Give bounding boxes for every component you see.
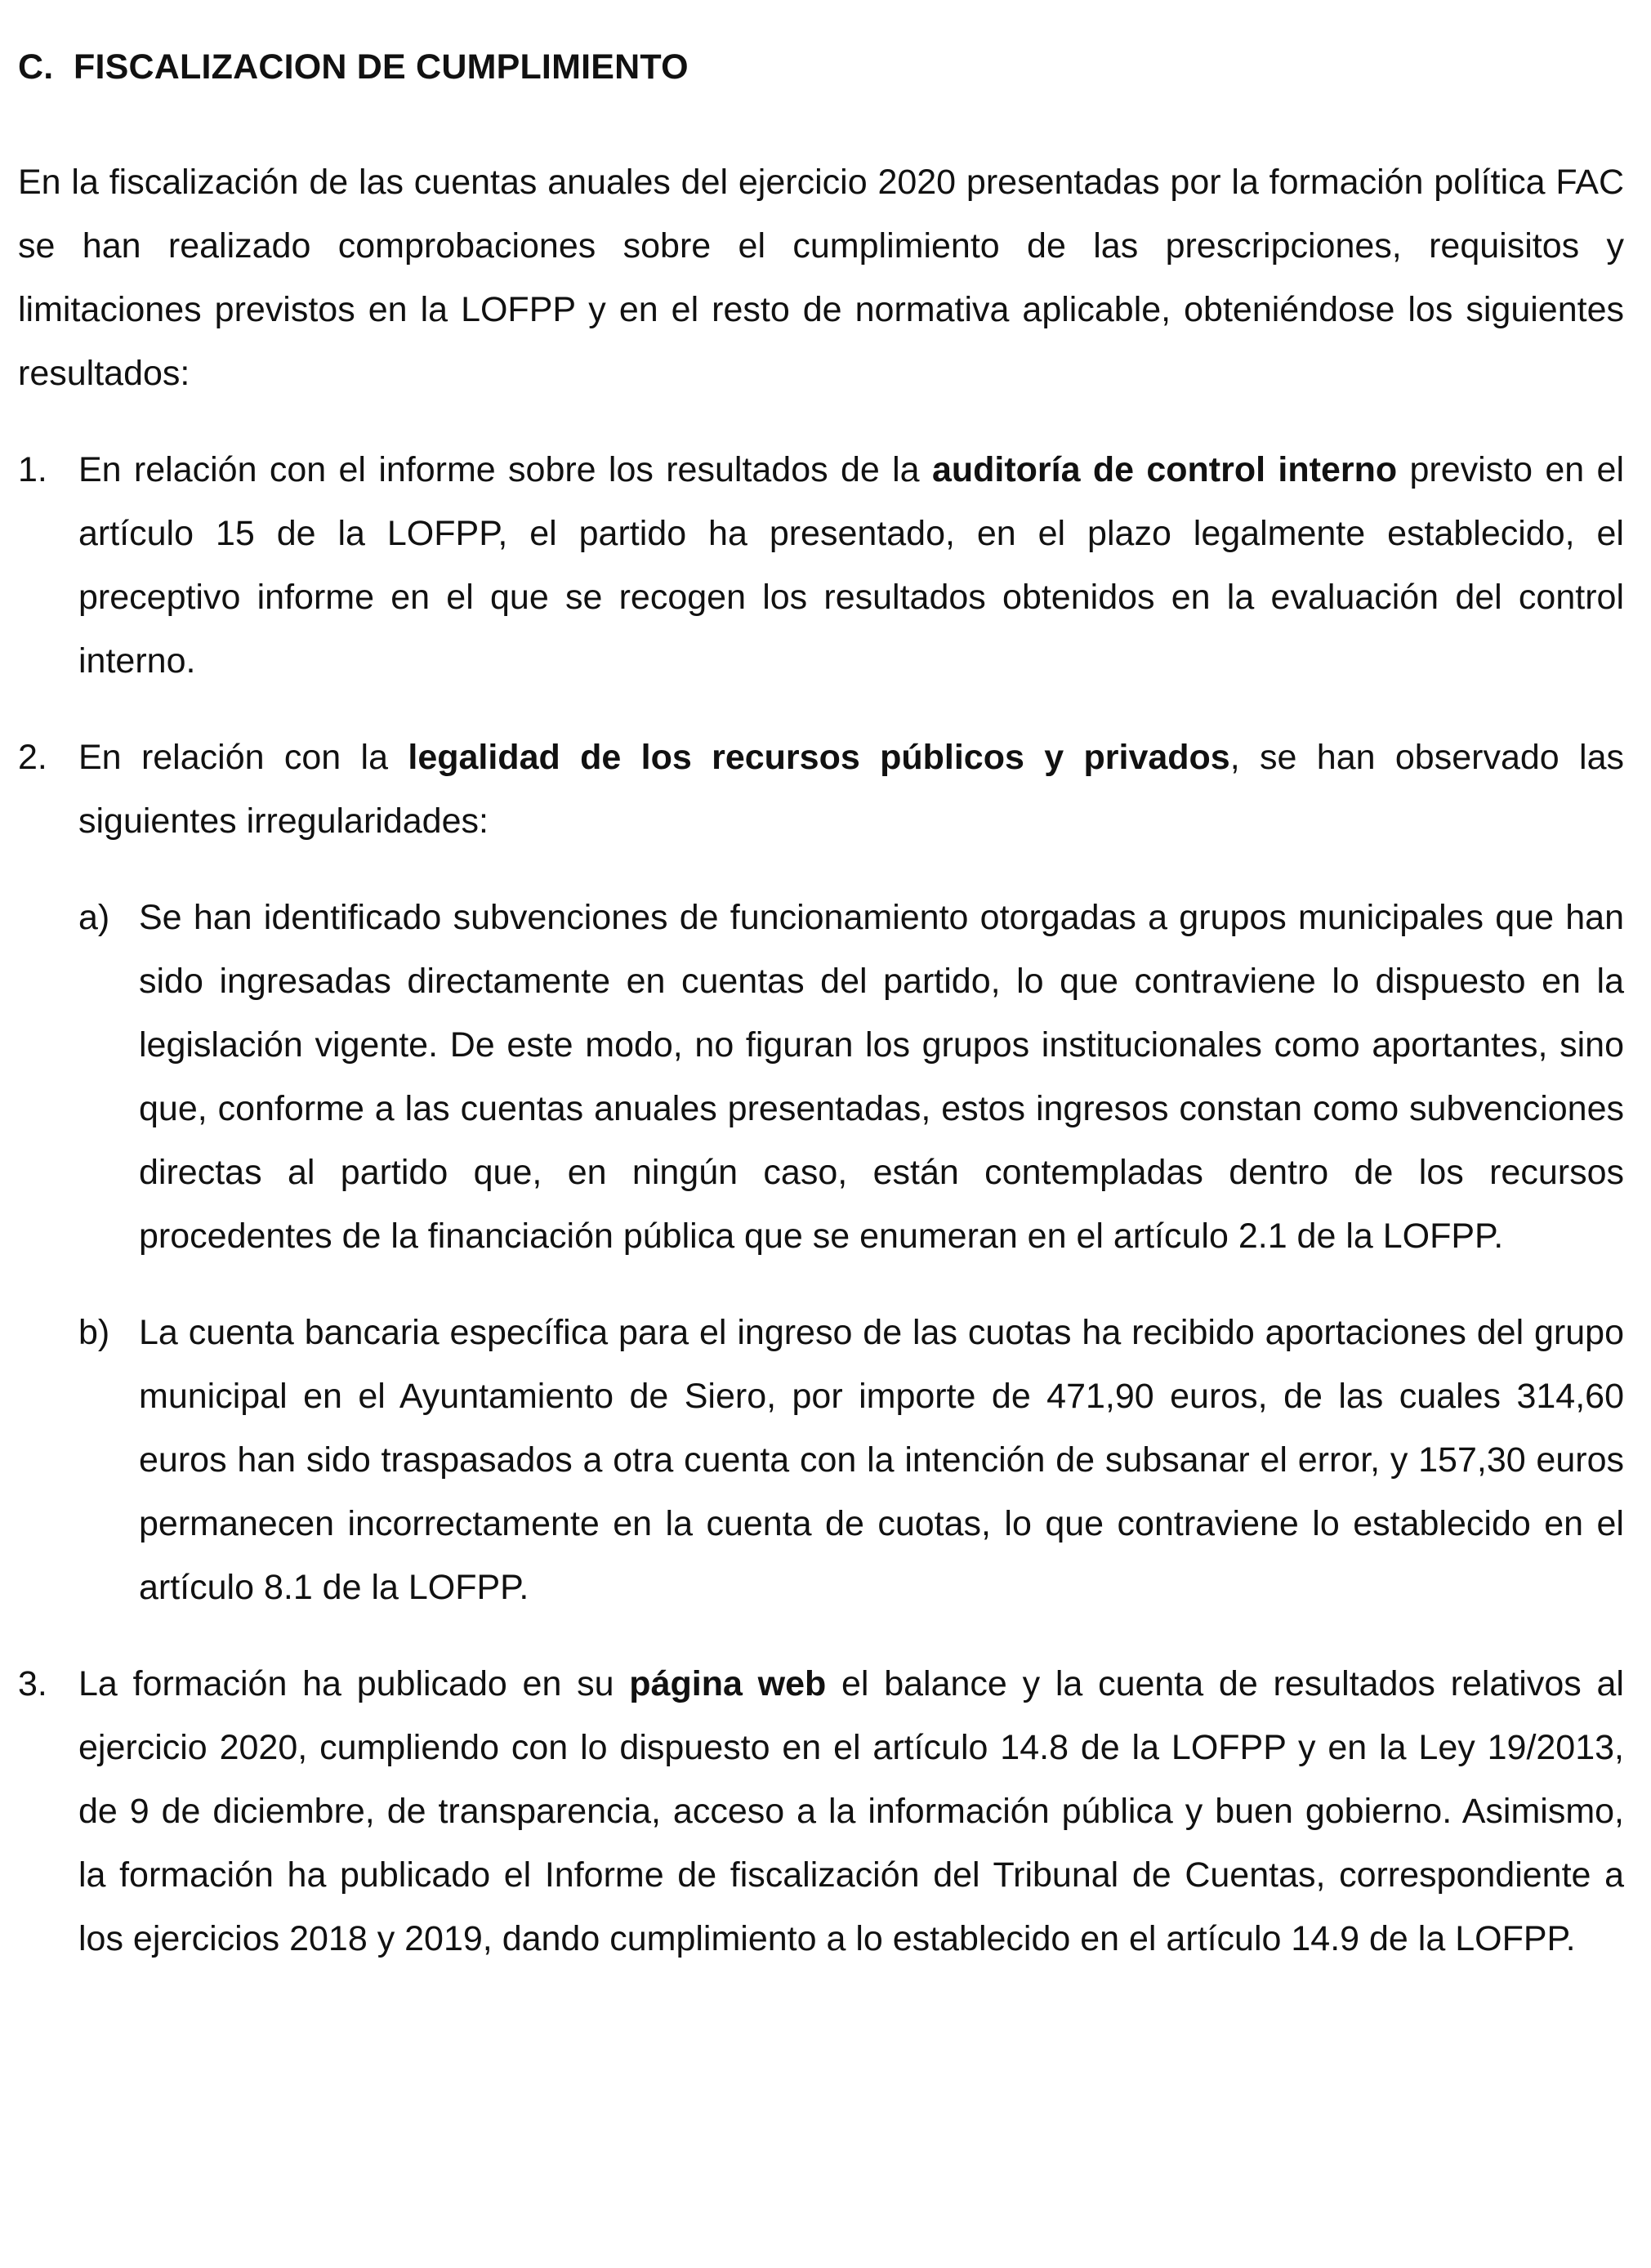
list-item-text: el balance y la cuenta de resultados relativos al ejercicio 2020, cumpliendo con lo dispuesto en el artículo 14.8 de la LOFPP y en la Ley 19/2013, de 9 de diciembre, de transparencia, acceso a la información pública y buen gobierno. Asimismo, la formación ha publicado el Informe de fiscalización del Tribunal de Cuentas, correspondiente a los ejercicios 2018 y 2019, dando cumplimiento a lo establecido en el artículo 14.9 de la LOFPP. — [78, 1664, 1624, 1958]
section-heading — [18, 42, 1624, 92]
list-item-intro — [78, 725, 1624, 853]
list-item-number: 3. — [18, 1664, 47, 1703]
list-item-emphasis: página web — [629, 1664, 827, 1703]
sub-item-letter: a) — [78, 898, 110, 937]
sub-item-text: La cuenta bancaria específica para el ingreso de las cuotas ha recibido aportaciones del grupo municipal en el Ayuntamiento de Siero, por importe de 471,90 euros, de las cuales 314,60 euros han sido traspasados a otra cuenta con la intención de subsanar el error, y 157,30 euros permanecen incorrectamente en la cuenta de cuotas, lo que contraviene lo establecido en el artículo 8.1 de la LOFPP. — [139, 1313, 1624, 1607]
sub-item-letter: b) — [78, 1313, 110, 1352]
list-item-number: 2. — [18, 738, 47, 777]
list-item-2 — [18, 725, 1624, 1619]
list-item-text: La formación ha publicado en su — [78, 1664, 630, 1703]
list-item-body — [78, 725, 1624, 1619]
intro-paragraph: En la fiscalización de las cuentas anuales del ejercicio 2020 presentadas por la formación política FAC se han realizado comprobaciones sobre el cumplimiento de las prescripciones, requisitos y limitaciones previstos en la LOFPP y en el resto de normativa aplicable, obteniéndose los siguientes resultados: — [18, 163, 1624, 393]
list-item-text: En relación con el informe sobre los resultados de la — [78, 450, 932, 489]
sub-item-text: Se han identificado subvenciones de funcionamiento otorgadas a grupos municipales que han sido ingresadas directamente en cuentas del partido, lo que contraviene lo dispuesto en la legislación vigente. De este modo, no figuran los grupos institucionales como aportantes, sino que, conforme a las cuentas anuales presentadas, estos ingresos constan como subvenciones directas al partido que, en ningún caso, están contempladas dentro de los recursos procedentes de la financiación pública que se enumeran en el artículo 2.1 de la LOFPP. — [139, 898, 1624, 1256]
list-item-3 — [18, 1652, 1624, 1971]
list-item-1 — [18, 438, 1624, 693]
document-page — [18, 42, 1624, 2003]
list-item-text: En relación con la — [78, 738, 408, 777]
list-item-text: , se han observado las siguientes irregularidades: — [78, 738, 1624, 841]
list-item-emphasis: auditoría de control interno — [931, 450, 1398, 489]
sub-item-a — [78, 886, 1624, 1268]
list-item-body — [78, 438, 1624, 693]
section-number: C. — [18, 47, 54, 87]
list-item-body — [78, 1652, 1624, 1971]
list-item-number: 1. — [18, 450, 47, 489]
list-item-text: previsto en el artículo 15 de la LOFPP, el partido ha presentado, en el plazo legalmente establecido, el preceptivo informe en el que se recogen los resultados obtenidos en la evaluación del control interno. — [78, 450, 1624, 681]
list-item-emphasis: legalidad de los recursos públicos y privados — [408, 738, 1230, 777]
sub-item-b — [78, 1301, 1624, 1619]
section-title: FISCALIZACION DE CUMPLIMIENTO — [74, 47, 689, 87]
